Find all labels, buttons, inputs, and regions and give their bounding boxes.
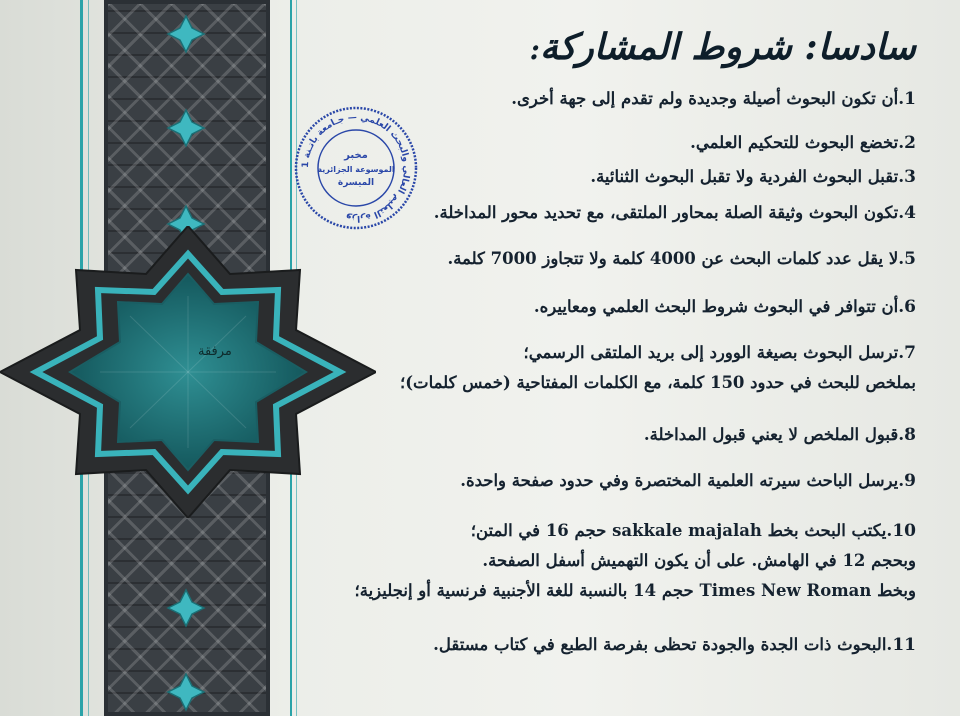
list-item-11 [360, 634, 916, 656]
title-colon: : [529, 33, 540, 66]
item-number: 10. [886, 521, 916, 541]
list-item-2 [360, 132, 916, 154]
list-item-1 [360, 88, 916, 110]
list-item-10 [354, 520, 916, 602]
item-text-line-3: وبخط Times New Roman حجم 14 بالنسبة للغة الأجنبية فرنسية أو إنجليزية؛ [354, 581, 916, 600]
item-text: ترسل البحوث بصيغة الوورد إلى بريد الملتقى الرسمي؛ [523, 343, 899, 362]
item-number: 6. [898, 297, 916, 317]
gem-icon [166, 14, 206, 54]
item-text: تكون البحوث وثيقة الصلة بمحاور الملتقى، مع تحديد محور المداخلة. [433, 203, 899, 222]
item-number: 11. [886, 635, 916, 655]
item-text: أن تكون البحوث أصيلة وجديدة ولم تقدم إلى جهة أخرى. [511, 89, 899, 108]
medallion-label: مرفقة [198, 344, 232, 359]
stamp-center-line-1: مخبر [344, 150, 368, 161]
item-number: 3. [898, 167, 916, 187]
list-item-4 [360, 202, 916, 224]
item-text: أن تتوافر في البحوث شروط البحث العلمي ومعاييره. [533, 297, 899, 316]
item-number: 5. [898, 249, 916, 269]
star-medallion-icon [0, 226, 376, 518]
item-number: 9. [898, 471, 916, 491]
item-text-line-2: وبحجم 12 في الهامش. على أن يكون التهميش أسفل الصفحة. [482, 551, 916, 570]
gem-icon [166, 672, 206, 712]
item-text: البحوث ذات الجدة والجودة تحظى بفرصة الطبع في كتاب مستقل. [433, 635, 887, 654]
item-number: 4. [898, 203, 916, 223]
gem-icon [166, 588, 206, 628]
stamp-center-line-3: الميسرة [337, 178, 375, 188]
list-item-6 [360, 296, 916, 318]
item-text: تخضع البحوث للتحكيم العلمي. [690, 133, 899, 152]
item-text: يرسل الباحث سيرته العلمية المختصرة وفي حدود صفحة واحدة. [460, 471, 899, 490]
item-number: 7. [898, 343, 916, 363]
item-text: تقبل البحوث الفردية ولا تقبل البحوث الثنائية. [590, 167, 899, 186]
page-title [530, 26, 916, 68]
stamp-ring-text: وزارة التعليم العالي والبحث العلمي — جـامعة باتـنة 1 [300, 112, 412, 224]
item-text: لا يقل عدد كلمات البحث عن 4000 كلمة ولا تتجاوز 7000 كلمة. [447, 249, 899, 268]
item-text-line-2: بملخص للبحث في حدود 150 كلمة، مع الكلمات المفتاحية (خمس كلمات)؛ [399, 373, 916, 392]
item-number: 8. [898, 425, 916, 445]
list-item-7 [360, 342, 916, 394]
item-number: 2. [898, 133, 916, 153]
item-text: يكتب البحث بخط sakkale majalah حجم 16 في المتن؛ [470, 521, 887, 540]
gem-icon [166, 108, 206, 148]
list-item-8 [360, 424, 916, 446]
page-title-text: سادسا: شروط المشاركة [539, 26, 916, 68]
item-text: قبول الملخص لا يعني قبول المداخلة. [643, 425, 899, 444]
list-item-9 [360, 470, 916, 492]
item-number: 1. [898, 89, 916, 109]
stamp-center-line-2: الموسوعة الجزائرية [317, 165, 395, 174]
list-item-5 [360, 248, 916, 270]
list-item-3 [360, 166, 916, 188]
